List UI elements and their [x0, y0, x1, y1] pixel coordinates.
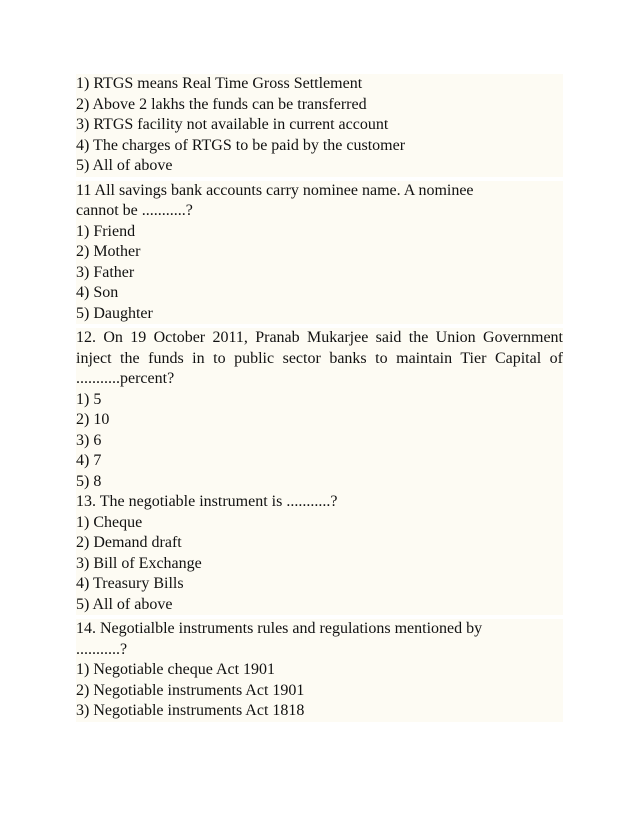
option-line: 3) 6	[76, 431, 102, 449]
option-line: 1) Friend	[76, 222, 136, 240]
option-line: 2) Above 2 lakhs the funds can be transferred	[76, 95, 367, 113]
option-line: 1) Cheque	[76, 513, 143, 531]
option-line: 1) RTGS means Real Time Gross Settlement	[76, 75, 363, 92]
option-line: 4) Son	[76, 284, 119, 301]
option-line: 5) All of above	[76, 595, 173, 613]
question-14	[76, 619, 563, 722]
option-line: 2) 10	[76, 411, 110, 428]
option-line: 5) All of above	[76, 157, 173, 174]
option-line: 4) The charges of RTGS to be paid by the customer	[76, 136, 406, 154]
question-text: 11 All savings bank accounts carry nominee name. A nominee	[76, 181, 474, 199]
question-text: 13. The negotiable instrument is ...........?	[76, 493, 338, 510]
option-line: 2) Mother	[76, 243, 141, 260]
option-line: 3) Father	[76, 263, 135, 281]
document-content	[76, 74, 563, 726]
option-line: 4) 7	[76, 452, 102, 469]
question-12-13	[76, 328, 563, 615]
answer-options-rtgs	[76, 74, 563, 177]
option-line: 3) RTGS facility not available in current account	[76, 116, 389, 133]
option-line: 1) Negotiable cheque Act 1901	[76, 661, 276, 678]
option-line: 2) Negotiable instruments Act 1901	[76, 681, 305, 699]
option-line: 3) Negotiable instruments Act 1818	[76, 702, 305, 719]
question-text: 12. On 19 October 2011, Pranab Mukarjee said the Union Government inject the funds in to public sector banks to maintain Tier Capital of ...........percent?	[76, 329, 563, 387]
option-line: 5) 8	[76, 472, 102, 490]
question-text: 14. Negotialble instruments rules and regulations mentioned by	[76, 620, 483, 637]
option-line: 1) 5	[76, 390, 102, 408]
option-line: 3) Bill of Exchange	[76, 554, 202, 572]
question-11	[76, 181, 563, 325]
option-line: 5) Daughter	[76, 304, 153, 322]
question-text: ...........?	[76, 640, 128, 658]
option-line: 2) Demand draft	[76, 534, 182, 551]
option-line: 4) Treasury Bills	[76, 575, 184, 592]
question-text: cannot be ...........?	[76, 202, 193, 219]
